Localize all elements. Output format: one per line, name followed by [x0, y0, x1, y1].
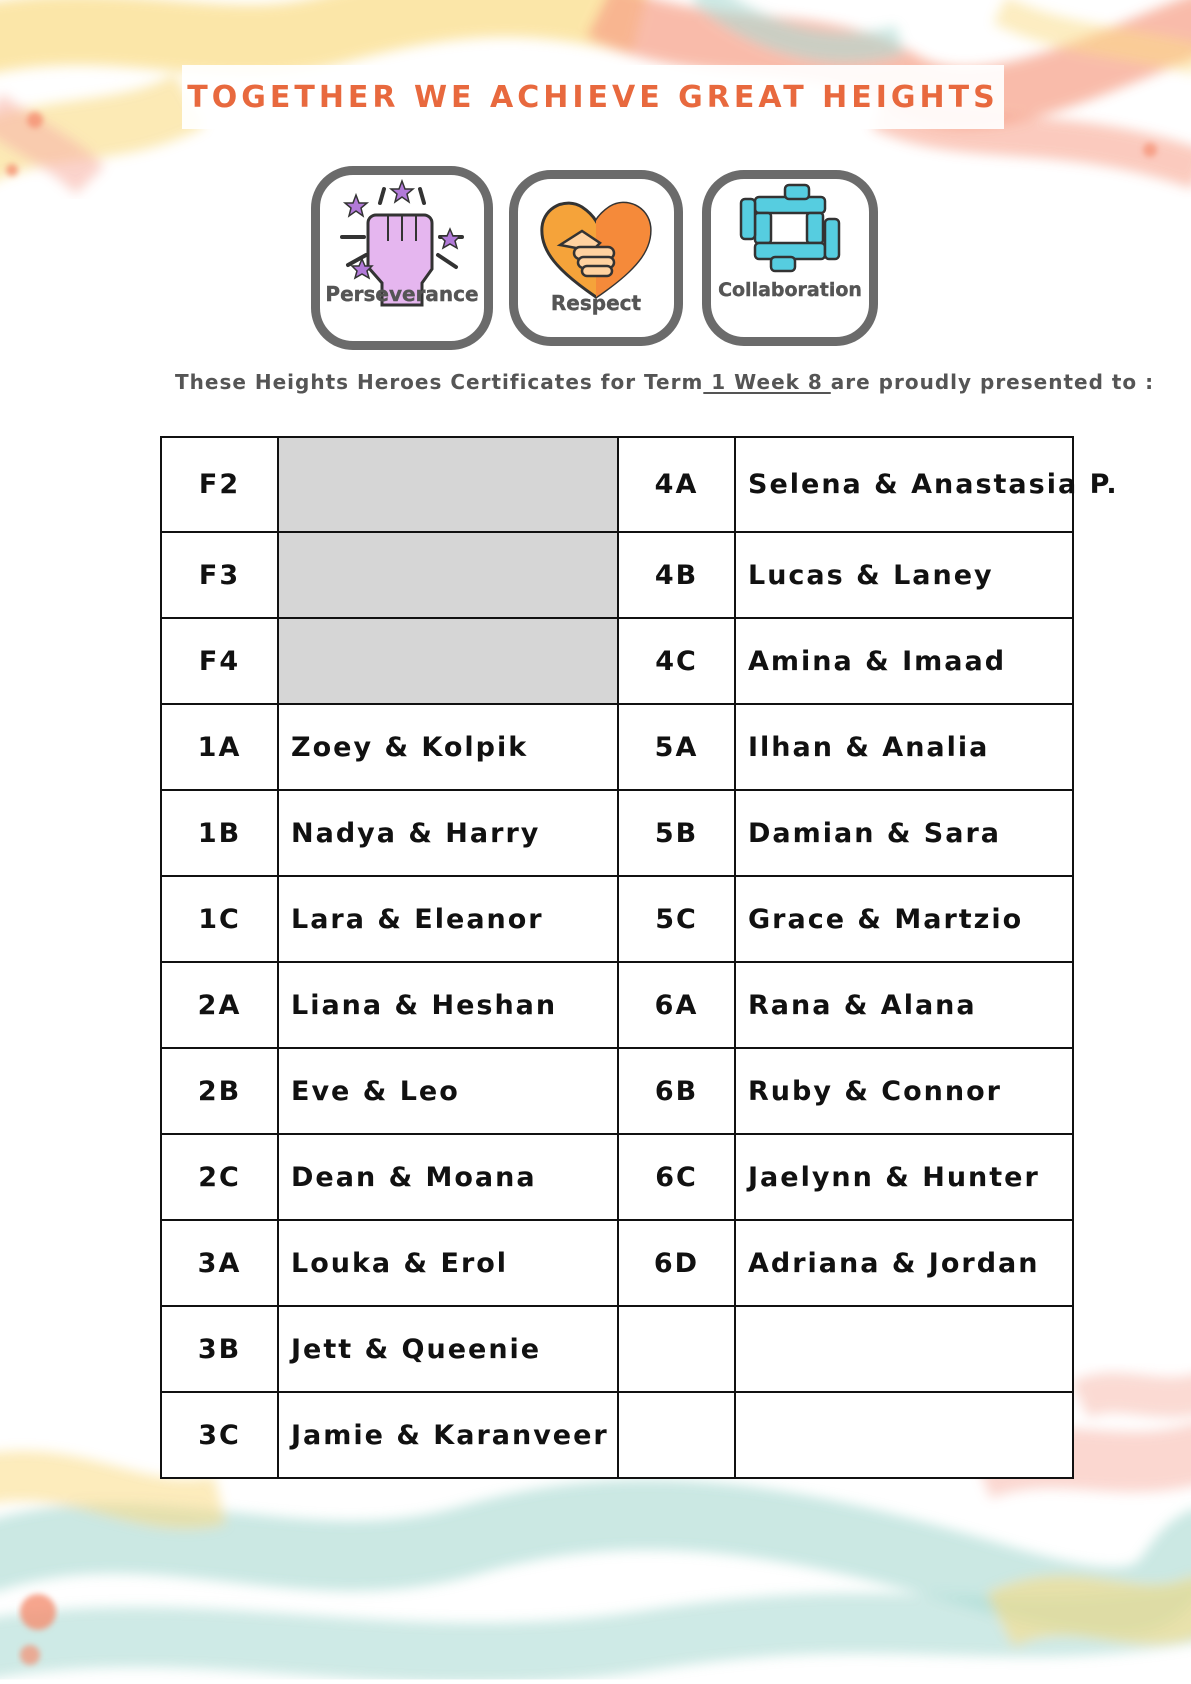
names-cell: Nadya & Harry	[278, 790, 618, 876]
table-row	[161, 1134, 1073, 1220]
table-row	[161, 532, 1073, 618]
perseverance-badge	[311, 166, 493, 350]
respect-badge	[509, 170, 683, 346]
names-cell: Jett & Queenie	[278, 1306, 618, 1392]
linked-hands-icon	[711, 179, 869, 337]
table-row	[161, 962, 1073, 1048]
intro-before: These Heights Heroes Certificates for Term	[175, 370, 704, 394]
names-cell: Lara & Eleanor	[278, 876, 618, 962]
class-cell: 6A	[618, 962, 735, 1048]
names-cell	[735, 1392, 1073, 1478]
table-row	[161, 790, 1073, 876]
names-cell: Amina & Imaad	[735, 618, 1073, 704]
class-cell: 5C	[618, 876, 735, 962]
names-cell: Adriana & Jordan	[735, 1220, 1073, 1306]
names-cell: Ruby & Connor	[735, 1048, 1073, 1134]
names-cell: Rana & Alana	[735, 962, 1073, 1048]
values-badges	[306, 164, 886, 354]
names-cell: Selena & Anastasia P.	[735, 437, 1073, 532]
table-row	[161, 876, 1073, 962]
names-cell	[278, 532, 618, 618]
table-row	[161, 1306, 1073, 1392]
badge-label-collaboration: Collaboration	[718, 279, 862, 301]
names-cell	[735, 1306, 1073, 1392]
class-cell: 2B	[161, 1048, 278, 1134]
names-cell: Eve & Leo	[278, 1048, 618, 1134]
class-cell: F3	[161, 532, 278, 618]
class-cell: 3A	[161, 1220, 278, 1306]
table-row	[161, 1392, 1073, 1478]
class-cell: 4C	[618, 618, 735, 704]
table-row	[161, 618, 1073, 704]
raised-fist-icon	[320, 175, 484, 341]
table-row	[161, 1048, 1073, 1134]
names-cell	[278, 437, 618, 532]
class-cell: 3C	[161, 1392, 278, 1478]
names-cell: Dean & Moana	[278, 1134, 618, 1220]
table-row	[161, 704, 1073, 790]
badge-label-respect: Respect	[550, 291, 642, 315]
class-cell	[618, 1306, 735, 1392]
class-cell: F2	[161, 437, 278, 532]
class-cell: 3B	[161, 1306, 278, 1392]
table-row	[161, 1220, 1073, 1306]
page-title: TOGETHER WE ACHIEVE GREAT HEIGHTS	[187, 79, 999, 115]
class-cell: 6B	[618, 1048, 735, 1134]
class-cell: F4	[161, 618, 278, 704]
names-cell: Zoey & Kolpik	[278, 704, 618, 790]
class-cell: 4A	[618, 437, 735, 532]
collaboration-badge	[702, 170, 878, 346]
names-cell: Grace & Martzio	[735, 876, 1073, 962]
class-cell: 1C	[161, 876, 278, 962]
class-cell: 6D	[618, 1220, 735, 1306]
names-cell: Liana & Heshan	[278, 962, 618, 1048]
names-cell: Jaelynn & Hunter	[735, 1134, 1073, 1220]
title-band	[182, 65, 1004, 129]
class-cell: 2C	[161, 1134, 278, 1220]
intro-line	[175, 370, 1155, 394]
names-cell: Ilhan & Analia	[735, 704, 1073, 790]
term-week: 1 Week 8	[703, 370, 831, 394]
class-cell	[618, 1392, 735, 1478]
names-cell: Jamie & Karanveer	[278, 1392, 618, 1478]
names-cell: Lucas & Laney	[735, 532, 1073, 618]
class-cell: 2A	[161, 962, 278, 1048]
names-cell	[278, 618, 618, 704]
names-cell: Louka & Erol	[278, 1220, 618, 1306]
class-cell: 6C	[618, 1134, 735, 1220]
names-cell: Damian & Sara	[735, 790, 1073, 876]
class-cell: 5A	[618, 704, 735, 790]
certificates-table	[160, 436, 1119, 1479]
intro-after: are proudly presented to :	[830, 370, 1155, 394]
class-cell: 5B	[618, 790, 735, 876]
table-row	[161, 437, 1073, 532]
badge-label-perseverance: Perseverance	[325, 282, 479, 306]
class-cell: 4B	[618, 532, 735, 618]
class-cell: 1A	[161, 704, 278, 790]
class-cell: 1B	[161, 790, 278, 876]
